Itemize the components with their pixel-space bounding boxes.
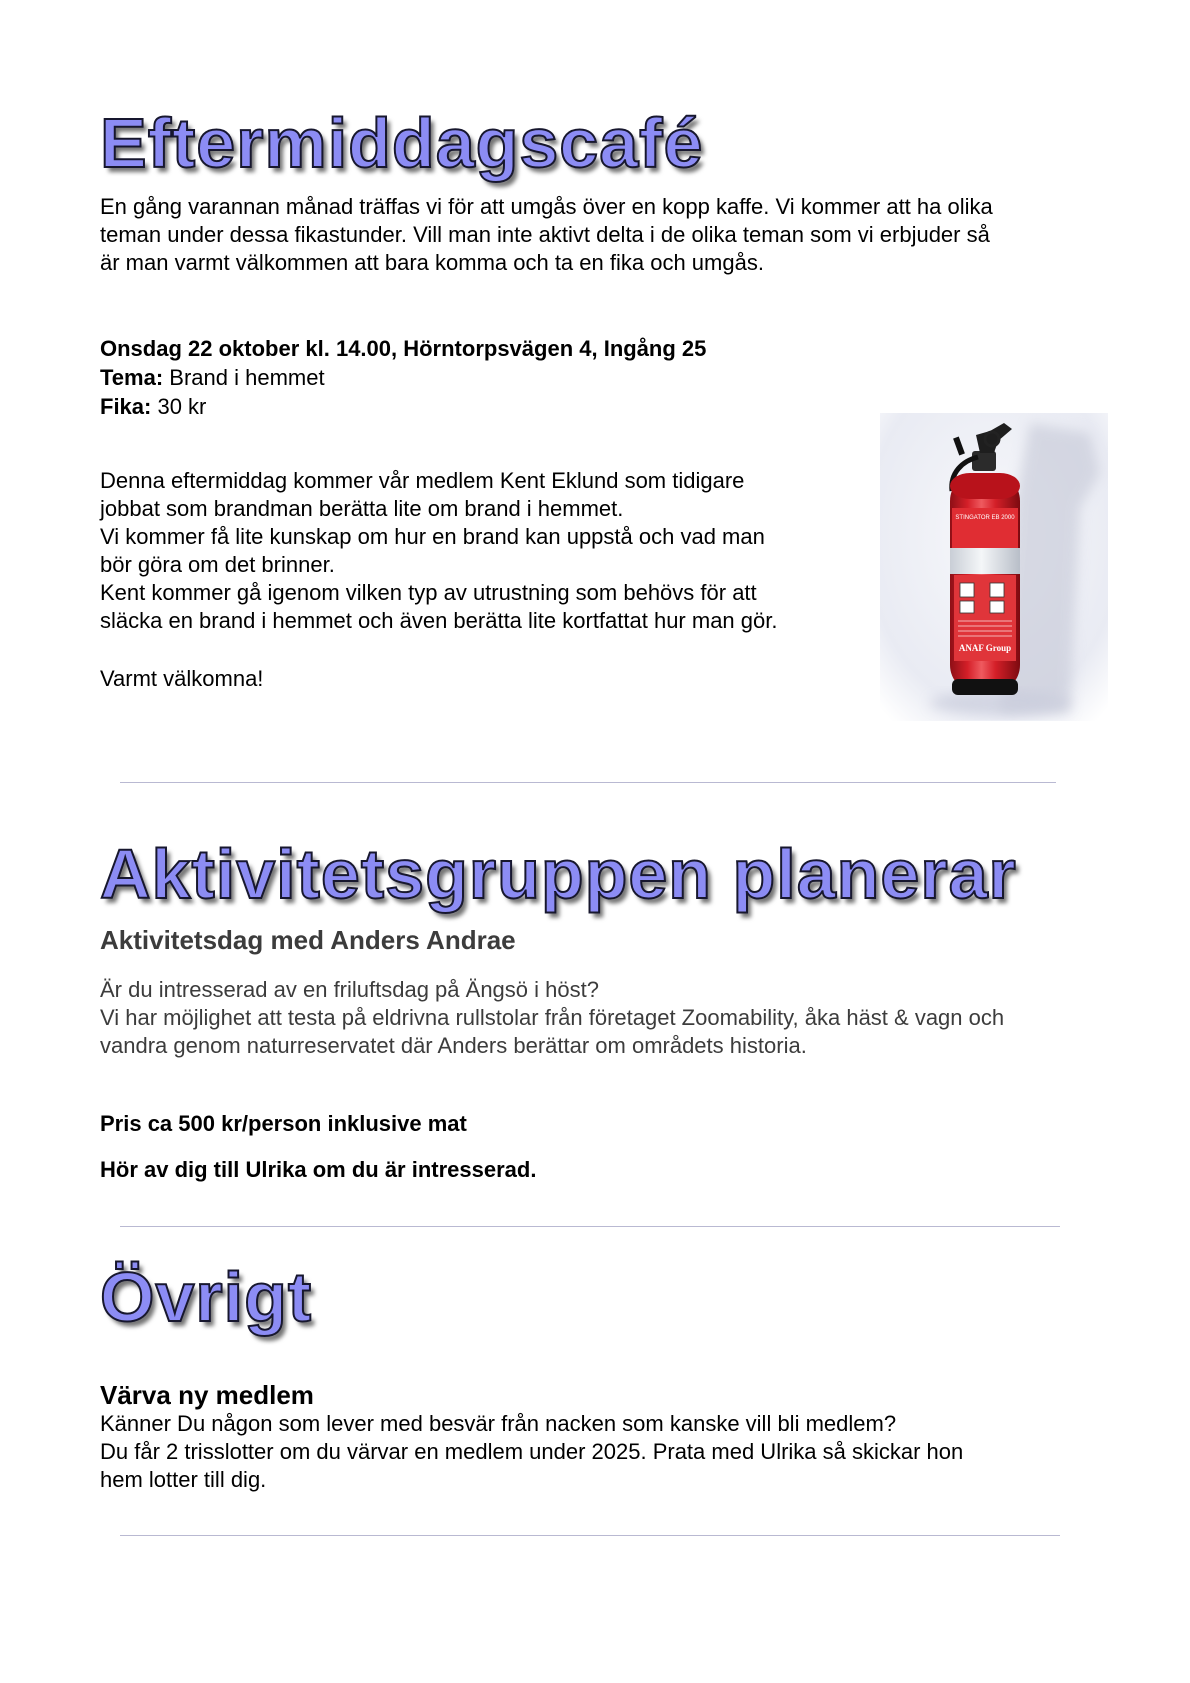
section-divider <box>120 1535 1060 1536</box>
activity-description-line: Är du intresserad av en friluftsdag på Ängsö i höst? <box>100 977 599 1002</box>
activity-description-line: Vi har möjlighet att testa på eldrivna rullstolar från företaget Zoomability, åka häst & vagn och <box>100 1005 1005 1030</box>
fire-extinguisher-icon <box>880 413 1108 721</box>
cafe-intro-line: En gång varannan månad träffas vi för att umgås över en kopp kaffe. Vi kommer att ha olika <box>100 194 993 219</box>
event-theme <box>100 364 325 392</box>
fire-extinguisher-image <box>880 413 1108 721</box>
fika-label: Fika: <box>100 394 152 419</box>
cafe-intro <box>100 193 1100 277</box>
recruit-description-line: hem lotter till dig. <box>100 1467 267 1492</box>
recruit-description-line: Känner Du någon som lever med besvär från nacken som kanske vill bli medlem? <box>100 1411 897 1436</box>
extinguisher-brand: ANAF Group <box>958 643 1012 653</box>
activity-description <box>100 976 1120 1060</box>
theme-label: Tema: <box>100 365 164 390</box>
activity-contact: Hör av dig till Ulrika om du är intresserad. <box>100 1157 537 1182</box>
cafe-description-line: Denna eftermiddag kommer vår medlem Kent Eklund som tidigare <box>100 468 745 493</box>
cafe-intro-line: teman under dessa fikastunder. Vill man inte aktivt delta i de olika teman som vi erbjuder så <box>100 222 990 247</box>
cafe-description <box>100 467 860 635</box>
cafe-description-line: jobbat som brandman berätta lite om brand i hemmet. <box>100 496 624 521</box>
recruit-subheading: Värva ny medlem <box>100 1380 314 1410</box>
section-divider <box>120 1226 1060 1227</box>
theme-value: Brand i hemmet <box>163 365 325 390</box>
cafe-intro-line: är man varmt välkommen att bara komma och ta en fika och umgås. <box>100 250 764 275</box>
heading-eftermiddagscafe: Eftermiddagscafé <box>100 104 704 182</box>
activity-price: Pris ca 500 kr/person inklusive mat <box>100 1111 467 1136</box>
heading-ovrigt: Övrigt <box>100 1258 313 1336</box>
heading-aktivitetsgruppen: Aktivitetsgruppen planerar <box>100 835 1017 913</box>
extinguisher-label-top: STINGATOR EB 2000 <box>955 515 1015 521</box>
event-details: Onsdag 22 oktober kl. 14.00, Hörntorpsvägen 4, Ingång 25 <box>100 336 707 361</box>
cafe-description-line: Vi kommer få lite kunskap om hur en brand kan uppstå och vad man <box>100 524 765 549</box>
cafe-description-line: släcka en brand i hemmet och även berätta lite kortfattat hur man gör. <box>100 608 778 633</box>
cafe-description-line: bör göra om det brinner. <box>100 552 335 577</box>
event-fika <box>100 393 206 421</box>
cafe-description-line: Kent kommer gå igenom vilken typ av utrustning som behövs för att <box>100 580 757 605</box>
welcome-text: Varmt välkomna! <box>100 666 264 691</box>
fika-value: 30 kr <box>151 394 207 419</box>
recruit-description <box>100 1410 1100 1494</box>
activity-description-line: vandra genom naturreservatet där Anders berättar om områdets historia. <box>100 1033 807 1058</box>
section-divider <box>120 782 1056 783</box>
recruit-description-line: Du får 2 trisslotter om du värvar en medlem under 2025. Prata med Ulrika så skickar hon <box>100 1439 964 1464</box>
activity-subheading: Aktivitetsdag med Anders Andrae <box>100 925 516 955</box>
